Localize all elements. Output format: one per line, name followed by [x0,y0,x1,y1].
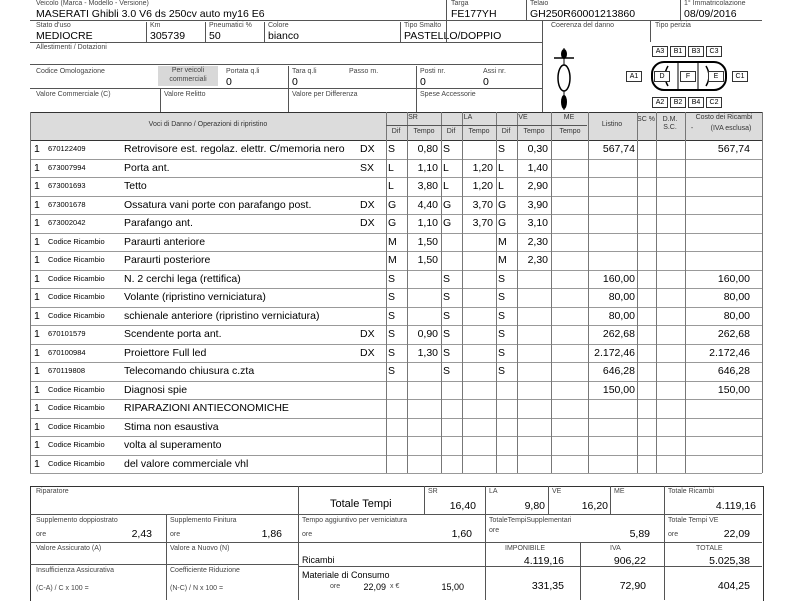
row-qty: 1 [34,346,40,359]
row-qty: 1 [34,272,40,285]
row-desc: Volante (ripristino verniciatura) [124,291,266,303]
row-la-dif: S [443,291,451,303]
zone-c3[interactable]: C3 [706,46,722,57]
row-ve-dif: S [498,143,506,155]
row-code: 670100984 [48,347,86,357]
col-sc: SC % [637,116,655,123]
sr-total: 16,40 [449,500,476,512]
row-qty: 1 [34,328,40,340]
zone-a3[interactable]: A3 [652,46,668,57]
col-costo-dash: - [690,125,694,132]
km-label: Km [150,22,161,29]
val-nuovo-label: Valore a Nuovo (N) [170,545,230,552]
row-sr-dif: S [388,143,396,155]
row-code: 673007994 [48,162,86,172]
valore-differenza-label: Valore per Differenza [292,91,358,98]
row-la-dif: S [443,143,451,155]
tara-value: 0 [292,76,298,88]
totale-label: TOTALE [696,545,723,552]
row-la-tempo: 1,20 [472,180,493,192]
row-sr-dif: L [388,161,394,174]
row-sr-tempo: 0,90 [417,328,438,340]
tot-ve-value: 22,09 [723,528,750,540]
ricambi-imponibile: 4.119,16 [523,555,564,567]
row-ve-tempo: 0,30 [527,143,548,155]
row-qty: 1 [34,420,40,433]
targa-label: Targa [451,0,469,7]
row-sr-tempo: 3,80 [417,180,438,192]
row-ve-dif: S [498,328,506,340]
row-sr-dif: S [388,272,396,285]
telaio-value: GH250R60001213860 [530,8,636,20]
row-qty: 1 [34,309,40,322]
row-code: 673001678 [48,199,86,209]
insuff-formula: (C-A) / C x 100 = [36,585,89,592]
row-code: Codice Ricambio [48,292,105,301]
stato-label: Stato d'uso [36,22,71,29]
row-desc: Paraurti anteriore [124,235,206,248]
omologazione-label: Codice Omologazione [36,68,105,75]
row-la-tempo: 3,70 [472,217,493,229]
row-qty: 1 [34,161,40,174]
ricambi-iva: 906,22 [613,555,646,567]
row-code: 670101579 [48,329,86,338]
row-listino: 160,00 [602,272,635,285]
row-code: Codice Ricambio [48,310,105,320]
row-listino: 262,68 [602,328,635,340]
row-costo: 150,00 [717,383,750,396]
totale-ricambi-label: Totale Ricambi [668,488,714,495]
row-listino: 80,00 [608,309,635,322]
row-desc: del valore commerciale vhl [124,457,249,470]
row-ve-tempo: 2,90 [527,180,548,192]
row-ve-dif: S [498,365,506,377]
zone-b3[interactable]: B3 [688,46,704,57]
materiale-ore: ore [330,583,341,590]
row-qty: 1 [34,235,40,248]
tempo-agg-label: Tempo aggiuntivo per verniciatura [302,517,408,524]
row-sr-dif: G [388,198,397,211]
smalto-label: Tipo Smalto [404,22,442,29]
row-ve-tempo: 1,40 [527,161,548,174]
row-la-dif: S [443,365,451,377]
row-desc: volta al superamento [124,439,222,451]
row-la-dif: L [443,161,449,174]
row-listino: 646,28 [602,365,635,377]
val-ass-label: Valore Assicurato (A) [36,545,102,552]
smalto-value: PASTELLO/DOPPIO [404,30,502,42]
row-ve-dif: L [498,161,504,174]
materiale-imponibile: 331,35 [531,580,564,592]
colore-label: Colore [268,22,289,29]
assi-label: Assi nr. [483,68,506,75]
row-la-dif: S [443,346,451,359]
row-ve-dif: M [498,254,507,266]
row-la-dif: G [443,198,452,211]
me-total-label: ME [614,488,625,495]
la-total: 9,80 [524,500,545,512]
materiale-totale: 404,25 [717,580,750,592]
ve-total: 16,20 [581,500,608,512]
row-listino: 567,74 [602,143,635,155]
valore-relitto-label: Valore Relitto [164,91,206,98]
col-listino: Listino [601,121,623,128]
tempo-agg-ore: ore [302,531,313,538]
zone-b2[interactable]: B2 [670,97,686,108]
supp-dopp-value: 2,43 [131,528,152,540]
row-code: 673002042 [48,218,86,227]
col-costo: Costo dei Ricambi [695,114,753,121]
row-sr-tempo: 1,50 [417,254,438,266]
row-code: Codice Ricambio [48,440,105,449]
row-costo: 646,28 [717,365,750,377]
row-costo: 262,68 [717,328,750,340]
assi-value: 0 [483,76,489,88]
tot-supp-ore: ore [489,527,500,534]
motorcycle-icon [544,44,584,116]
row-code: Codice Ricambio [48,384,105,394]
pneumatici-label: Pneumatici % [209,22,252,29]
row-code: Codice Ricambio [48,255,105,264]
ve-total-label: VE [552,488,562,495]
row-ve-tempo: 2,30 [527,254,548,266]
row-ve-tempo: 2,30 [527,235,548,248]
row-side: DX [360,328,375,340]
row-listino: 2.172,46 [594,346,635,359]
targa-value: FE177YH [451,8,497,20]
insuff-label: Insufficienza Assicurativa [36,567,115,574]
row-la-dif: L [443,180,449,192]
posti-label: Posti nr. [420,68,446,75]
tempo-agg-value: 1,60 [451,528,472,540]
row-desc: RIPARAZIONI ANTIECONOMICHE [124,402,289,414]
row-qty: 1 [34,383,40,396]
row-qty: 1 [34,254,40,266]
row-sr-tempo: 1,10 [417,217,438,229]
col-sr-dif: Dif [391,128,401,135]
row-sr-tempo: 1,10 [417,161,438,174]
row-code: Codice Ricambio [48,421,105,431]
row-desc: Porta ant. [124,161,170,174]
col-ve-dif: Dif [501,128,511,135]
row-desc: N. 2 cerchi lega (rettifica) [124,272,241,285]
supp-fin-label: Supplemento Finitura [170,517,237,524]
row-desc: Parafango ant. [124,217,193,229]
row-qty: 1 [34,198,40,211]
la-total-label: LA [489,488,498,495]
col-sr: SR [408,114,418,121]
materiale-iva: 72,90 [619,580,646,592]
row-ve-dif: L [498,180,504,192]
perizia-label: Tipo perizia [655,22,691,29]
col-me-tempo: Tempo [559,128,581,135]
row-la-dif: S [443,272,451,285]
tot-ve-ore: ore [668,531,679,538]
tot-supp-value: 5,89 [629,528,650,540]
row-qty: 1 [34,180,40,192]
immatricolazione-label: 1° Immatricolazione [684,0,746,7]
row-desc: Retrovisore est. regolaz. elettr. C/memoria nero [124,143,345,155]
supp-fin-value: 1,86 [261,528,282,540]
row-code: 670122409 [48,144,86,153]
row-ve-tempo: 3,10 [527,217,548,229]
veicolo-label: Veicolo (Marca - Modello - Versione) [36,0,149,7]
immatricolazione-value: 08/09/2016 [684,8,737,20]
supp-fin-ore: ore [170,531,181,538]
row-la-dif: S [443,309,451,322]
row-sr-dif: G [388,217,397,229]
row-side: SX [360,161,375,174]
row-la-tempo: 3,70 [472,198,493,211]
tara-label: Tara q.li [292,68,317,75]
telaio-label: Telaio [530,0,549,7]
row-la-dif: S [443,328,451,340]
zone-f[interactable]: F [680,71,696,82]
row-code: Codice Ricambio [48,458,105,468]
row-ve-dif: G [498,217,507,229]
zone-a1[interactable]: A1 [626,71,642,82]
zone-b4[interactable]: B4 [688,97,704,108]
zone-b1[interactable]: B1 [670,46,686,57]
colore-value: bianco [268,30,299,42]
row-code: Codice Ricambio [48,236,105,246]
row-sr-dif: S [388,346,396,359]
row-desc: Stima non esaustiva [124,420,219,433]
supp-dopp-ore: ore [36,531,47,538]
row-desc: Ossatura vani porte con parafango post. [124,198,312,211]
row-listino: 150,00 [602,383,635,396]
veicolo-value: MASERATI Ghibli 3.0 V6 ds 250cv auto my16 E6 [36,8,265,20]
ricambi-label: Ricambi [302,555,335,565]
row-sr-dif: M [388,254,397,266]
row-code: 673001693 [48,181,86,190]
row-sr-tempo: 4,40 [417,198,438,211]
col-la-dif: Dif [446,128,456,135]
row-qty: 1 [34,365,40,377]
row-code: Codice Ricambio [48,273,105,283]
col-ve: VE [518,114,528,121]
row-desc: Diagnosi spie [124,383,188,396]
tot-ve-label: Totale Tempi VE [668,517,719,524]
row-costo: 160,00 [717,272,750,285]
row-qty: 1 [34,217,40,229]
row-sr-dif: S [388,365,396,377]
sr-total-label: SR [428,488,438,495]
row-costo: 567,74 [717,143,750,155]
row-desc: Paraurti posteriore [124,254,211,266]
zone-c1[interactable]: C1 [732,71,748,82]
materiale-label: Materiale di Consumo [302,570,390,580]
row-la-dif: G [443,217,452,229]
row-sr-dif: S [388,309,396,322]
km-value: 305739 [150,30,186,42]
allestimenti-label: Allestimenti / Dotazioni [36,44,107,51]
row-qty: 1 [34,457,40,470]
row-code: Codice Ricambio [48,403,105,412]
row-ve-dif: G [498,198,507,211]
row-side: DX [360,217,375,229]
row-desc: Tetto [124,180,147,192]
row-sr-dif: S [388,328,396,340]
passo-label: Passo m. [349,68,379,75]
row-qty: 1 [34,291,40,303]
col-me: ME [563,114,575,121]
row-ve-dif: S [498,291,506,303]
materiale-rate: 15,00 [441,582,464,592]
row-costo: 80,00 [723,309,750,322]
row-desc: Telecomando chiusura c.zta [124,365,255,377]
row-qty: 1 [34,143,40,155]
zone-c2[interactable]: C2 [706,97,722,108]
row-sr-tempo: 0,80 [417,143,438,155]
stato-value: MEDIOCRE [36,30,93,42]
col-sr-tempo: Tempo [413,128,435,135]
col-la: LA [463,114,473,121]
spese-accessorie-label: Spese Accessorie [420,91,476,98]
materiale-x: x € [390,583,400,590]
col-dm: D.M. S.C. [662,116,678,131]
materiale-ore-value: 22,09 [363,582,386,592]
riparatore-label: Riparatore [36,488,69,495]
row-side: DX [360,198,375,211]
coerenza-label: Coerenza del danno [551,22,615,29]
row-ve-tempo: 3,90 [527,198,548,211]
row-qty: 1 [34,439,40,451]
row-costo: 80,00 [723,291,750,303]
row-side: DX [360,346,375,359]
row-code: 670119808 [48,366,85,375]
iva-label: IVA [610,545,621,552]
row-ve-dif: S [498,309,506,322]
row-sr-tempo: 1,30 [417,346,438,359]
col-costo-sub: (IVA esclusa) [710,125,752,132]
pneumatici-value: 50 [209,30,221,42]
col-ve-tempo: Tempo [523,128,545,135]
coeff-label: Coefficiente Riduzione [170,567,240,574]
col-la-tempo: Tempo [468,128,490,135]
row-desc: Scendente porta ant. [124,328,222,340]
valore-commerciale-label: Valore Commerciale (C) [36,91,111,98]
row-sr-dif: M [388,235,397,248]
tot-supp-label: TotaleTempiSupplementari [489,517,572,524]
row-qty: 1 [34,402,40,414]
row-sr-tempo: 1,50 [417,235,438,248]
coeff-formula: (N-C) / N x 100 = [170,585,224,592]
imponibile-label: IMPONIBILE [505,545,546,552]
row-side: DX [360,143,375,155]
ricambi-totale: 5.025,38 [709,555,750,567]
posti-value: 0 [420,76,426,88]
portata-label: Portata q.li [226,68,260,75]
row-desc: schienale anteriore (ripristino verniciatura) [124,309,320,322]
zone-d[interactable]: D [654,71,670,82]
row-ve-dif: M [498,235,507,248]
totale-tempi-label: Totale Tempi [330,498,392,510]
col-voci: Voci di Danno / Operazioni di ripristino [148,121,268,128]
row-ve-dif: S [498,346,506,359]
per-veicoli-label: Per veicoli commerciali [158,66,218,86]
row-sr-dif: S [388,291,396,303]
row-sr-dif: L [388,180,394,192]
row-listino: 80,00 [608,291,635,303]
zone-a2[interactable]: A2 [652,97,668,108]
portata-value: 0 [226,76,232,88]
row-ve-dif: S [498,272,506,285]
supp-dopp-label: Supplemento doppiostrato [36,517,118,524]
row-la-tempo: 1,20 [472,161,493,174]
totale-ricambi: 4.119,16 [715,500,756,512]
row-desc: Proiettore Full led [124,346,207,359]
zone-e[interactable]: E [708,71,724,82]
row-costo: 2.172,46 [709,346,750,359]
